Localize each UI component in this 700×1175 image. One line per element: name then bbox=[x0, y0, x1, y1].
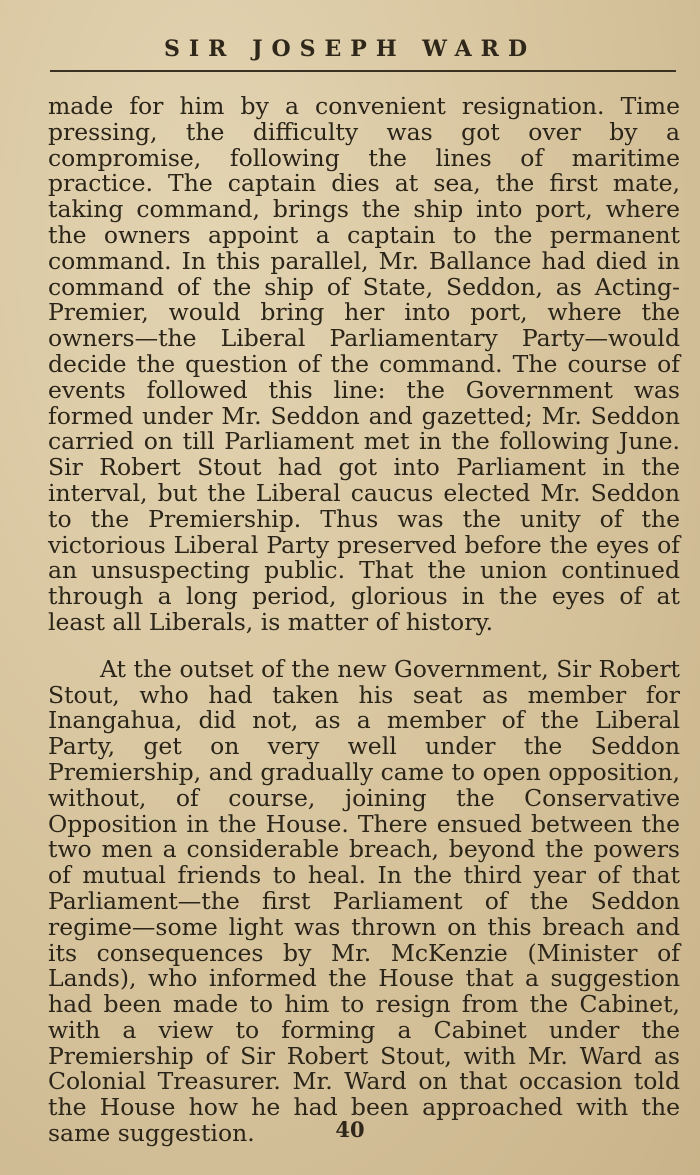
header-rule bbox=[50, 70, 676, 72]
body-text bbox=[48, 94, 680, 1147]
paragraph-continuation: made for him by a convenient resignation. Time pressing, the difficulty was got over by a compromise, following the lines of maritime practice. The captain dies at sea, the first mate, taking command, brings the ship into port, where the owners appoint a captain to the permanent command. In this parallel, Mr. Ballance had died in command of the ship of State, Seddon, as Acting-Premier, would bring her into port, where the owners—the Liberal Parliamentary Party—would decide the question of the command. The course of events followed this line: the Government was formed under Mr. Seddon and gazetted; Mr. Seddon carried on till Parliament met in the following June. Sir Robert Stout had got into Parliament in the interval, but the Liberal caucus elected Mr. Seddon to the Premiership. Thus was the unity of the victorious Liberal Party preserved before the eyes of an unsuspecting public. That the union continued through a long period, glorious in the eyes of at least all Liberals, is matter of history. bbox=[48, 92, 680, 636]
paragraph-new-government: At the outset of the new Government, Sir Robert Stout, who had taken his seat as member for Inangahua, did not, as a member of the Liberal Party, get on very well under the Seddon Premiership, and gradually came to open opposition, without, of course, joining the Conservative Opposition in the House. There ensued between the two men a considerable breach, beyond the powers of mutual friends to heal. In the third year of that Parliament—the first Parliament of the Seddon regime—some light was thrown on this breach and its consequences by Mr. McKenzie (Minister of Lands), who informed the House that a suggestion had been made to him to resign from the Cabinet, with a view to forming a Cabinet under the Premiership of Sir Robert Stout, with Mr. Ward as Colonial Treasurer. Mr. Ward on that occasion told the House how he had been approached with the same suggestion. bbox=[48, 654, 680, 1148]
running-head: SIR JOSEPH WARD bbox=[163, 36, 537, 62]
page-number: 40 bbox=[335, 1117, 365, 1142]
